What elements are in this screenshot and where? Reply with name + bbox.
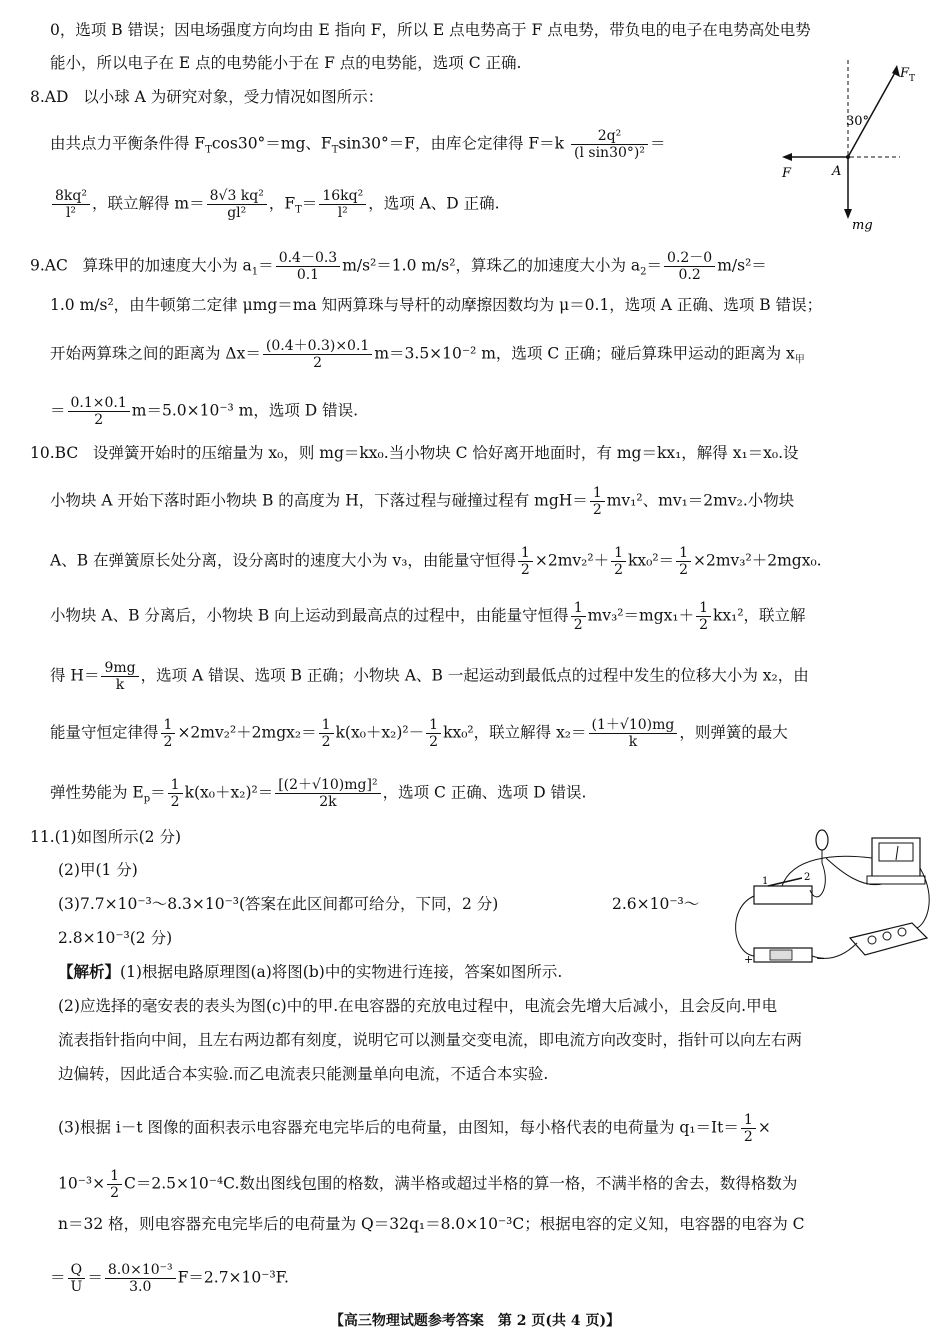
q9-text: m＝3.5×10⁻² m，选项 C 正确；碰后算珠甲运动的距离为 x bbox=[374, 344, 795, 363]
q7-line-2: 能小，所以电子在 E 点的电势能小于在 F 点的电势能，选项 C 正确. bbox=[50, 54, 522, 72]
q10-text: k(x₀＋x₂)²＝ bbox=[184, 783, 274, 802]
q10-text: A、B 在弹簧原长处分离，设分离时的速度大小为 v₃，由能量守恒得 bbox=[50, 551, 516, 570]
q8-text: sin30°＝F，由库仑定律得 F＝k bbox=[338, 134, 565, 153]
q10-text: ，选项 A 错误、选项 B 正确；小物块 A、B 一起运动到最低点的过程中发生的位移大小为 x₂，由 bbox=[140, 666, 809, 685]
fraction-half bbox=[611, 545, 626, 578]
subscript: 甲 bbox=[794, 354, 805, 366]
q9-text: ＝ bbox=[258, 256, 274, 275]
numerator: 1 bbox=[676, 545, 691, 562]
fraction-half bbox=[571, 600, 586, 633]
q8-text: cos30°＝mg、F bbox=[211, 134, 332, 153]
q10-text: k(x₀＋x₂)²－ bbox=[335, 723, 425, 742]
q10-text: 小物块 A 开始下落时距小物块 B 的高度为 H，下落过程与碰撞过程有 mgH＝ bbox=[50, 491, 588, 510]
q10-text: 得 H＝ bbox=[50, 666, 100, 685]
denominator: 0.1 bbox=[296, 267, 320, 283]
denominator: k bbox=[628, 734, 638, 750]
q9-text: 开始两算珠之间的距离为 Δx＝ bbox=[50, 344, 261, 363]
q10-line-5 bbox=[50, 660, 809, 693]
q11-line-9 bbox=[58, 1112, 771, 1145]
mg-label: mg bbox=[852, 218, 873, 233]
subscript: T bbox=[205, 144, 212, 156]
fraction-half bbox=[696, 600, 711, 633]
q10-text: ×2mv₂²＋2mgx₂＝ bbox=[177, 723, 317, 742]
fraction bbox=[276, 250, 341, 283]
battery-cell bbox=[770, 950, 792, 960]
numerator: 1 bbox=[168, 777, 183, 794]
denominator: 2 bbox=[614, 562, 623, 578]
numerator: 8√3 kq² bbox=[207, 188, 267, 205]
fraction bbox=[589, 717, 678, 750]
denominator: gl² bbox=[227, 205, 247, 221]
q10-text: 能量守恒定律得 bbox=[50, 723, 159, 742]
q11-line-7: 流表指针指向中间，且左右两边都有刻度，说明它可以测量交变电流，即电流方向改变时，指针可以向左右两 bbox=[58, 1031, 803, 1049]
q10-text: mv₁²、mv₁＝2mv₂.小物块 bbox=[606, 491, 795, 510]
fraction bbox=[68, 395, 130, 428]
q9-text: m/s²＝ bbox=[717, 256, 767, 275]
fraction-half bbox=[107, 1168, 122, 1201]
q9-text: m＝5.0×10⁻³ m，选项 D 错误. bbox=[131, 401, 359, 420]
q11-text: ＝ bbox=[87, 1268, 103, 1287]
q10-text: kx₁²，联立解 bbox=[713, 606, 806, 625]
q9-line-1 bbox=[30, 250, 767, 283]
q10-line-2 bbox=[50, 485, 794, 518]
numerator: 8.0×10⁻³ bbox=[105, 1262, 176, 1279]
q9-line-2: 1.0 m/s²，由牛顿第二定律 μmg＝ma 知两算珠与导杆的动摩擦因数均为 μ＝0.1，选项 A 正确、选项 B 错误； bbox=[50, 296, 823, 314]
numerator: (1＋√10)mg bbox=[589, 717, 678, 734]
q10-text: kx₀²＝ bbox=[628, 551, 675, 570]
fraction-half bbox=[741, 1112, 756, 1145]
numerator: 1 bbox=[161, 717, 176, 734]
denominator: 2k bbox=[319, 794, 337, 810]
gravity-arrowhead bbox=[844, 209, 852, 219]
subscript: T bbox=[295, 204, 302, 216]
resistor-knob-1 bbox=[868, 936, 876, 944]
q8-text: 以小球 A 为研究对象，受力情况如图所示： bbox=[83, 88, 384, 106]
denominator: l² bbox=[337, 205, 348, 221]
numerator: 1 bbox=[611, 545, 626, 562]
denominator: l² bbox=[65, 205, 77, 221]
subscript: T bbox=[331, 144, 339, 156]
numerator: 9mg bbox=[101, 660, 138, 677]
denominator: 2 bbox=[321, 734, 331, 750]
fraction bbox=[319, 188, 366, 221]
q9-text: 算珠甲的加速度大小为 a bbox=[82, 256, 252, 275]
q8-head bbox=[30, 87, 383, 107]
ammeter-base bbox=[867, 876, 925, 884]
denominator: 2 bbox=[520, 562, 530, 578]
denominator: 2 bbox=[110, 1185, 120, 1201]
q11-line-4: 2.8×10⁻³(2 分) bbox=[58, 929, 173, 947]
denominator: 0.2 bbox=[678, 267, 701, 283]
q11-text: (1)根据电路原理图(a)将图(b)中的实物进行连接，答案如图所示. bbox=[120, 963, 563, 981]
q11-text: × bbox=[757, 1118, 771, 1137]
q10-text: mv₃²＝mgx₁＋ bbox=[587, 606, 695, 625]
q9-text: m/s²＝1.0 m/s²，算珠乙的加速度大小为 a bbox=[342, 256, 641, 275]
q10-text: 小物块 A、B 分离后，小物块 B 向上运动到最高点的过程中，由能量守恒得 bbox=[50, 606, 569, 625]
numerator: 16kq² bbox=[319, 188, 366, 205]
wire bbox=[782, 856, 872, 886]
switch-box bbox=[754, 886, 812, 904]
resistor-knob-2 bbox=[883, 932, 891, 940]
q11-line-12 bbox=[50, 1262, 289, 1295]
fraction bbox=[571, 128, 648, 161]
denominator: 2 bbox=[699, 617, 708, 633]
q11-line-6: (2)应选择的毫安表的表头为图(c)中的甲.在电容器的充放电过程中，电流会先增大后减小，且会反向.甲电 bbox=[58, 997, 778, 1015]
q10-line-3 bbox=[50, 545, 822, 578]
denominator: 2 bbox=[163, 734, 173, 750]
denominator: U bbox=[70, 1279, 83, 1295]
q8-text: ，选项 A、D 正确. bbox=[368, 194, 500, 213]
q11-line-10 bbox=[58, 1168, 797, 1201]
denominator: 2 bbox=[170, 794, 180, 810]
battery-minus: − bbox=[816, 952, 826, 965]
q11-line-2: (2)甲(1 分) bbox=[58, 861, 138, 879]
denominator: (l sin30°)² bbox=[574, 145, 645, 161]
q10-text: ×2mv₂²＋ bbox=[534, 551, 610, 570]
numerator: Q bbox=[68, 1262, 86, 1279]
fraction bbox=[68, 1262, 86, 1295]
q11-line-3b: 2.6×10⁻³～ bbox=[612, 895, 700, 913]
denominator: 2 bbox=[743, 1129, 753, 1145]
q9-text: ＝ bbox=[646, 256, 663, 275]
q8-answer: 8.AD bbox=[30, 88, 69, 106]
denominator: 2 bbox=[429, 734, 439, 750]
ft-subscript: T bbox=[909, 74, 916, 84]
wire bbox=[736, 896, 754, 956]
q9-line-3 bbox=[50, 338, 805, 371]
denominator: k bbox=[115, 677, 125, 693]
q9-line-4 bbox=[50, 395, 358, 428]
q7-line-1: 0，选项 B 错误；因电场强度方向均由 E 指向 F，所以 E 点电势高于 F 点电势，带负电的电子在电势高处电势 bbox=[50, 21, 811, 39]
numerator: 1 bbox=[319, 717, 334, 734]
page-footer: 【高三物理试题参考答案 第 2 页(共 4 页)】 bbox=[329, 1313, 621, 1329]
capacitor-body bbox=[816, 830, 828, 850]
fraction bbox=[263, 338, 372, 371]
q11-line-1: 11.(1)如图所示(2 分) bbox=[30, 828, 181, 846]
coulomb-arrowhead bbox=[782, 153, 792, 161]
numerator: 1 bbox=[571, 600, 586, 617]
q11-text: F＝2.7×10⁻³F. bbox=[177, 1268, 289, 1287]
subscript: 1 bbox=[251, 266, 259, 278]
q8-text: ＝ bbox=[649, 134, 666, 153]
battery-plus: + bbox=[744, 953, 754, 966]
q10-text: ＝ bbox=[150, 783, 166, 802]
denominator: 2 bbox=[592, 502, 602, 518]
q10-text: 设弹簧开始时的压缩量为 x₀，则 mg＝kx₀.当小物块 C 恰好离开地面时，有 mg＝kx₁，解得 x₁＝x₀.设 bbox=[92, 444, 799, 462]
subscript: p bbox=[143, 793, 151, 805]
numerator: 1 bbox=[696, 600, 711, 617]
numerator: 0.1×0.1 bbox=[68, 395, 130, 412]
fraction bbox=[275, 777, 380, 810]
fraction-half bbox=[426, 717, 441, 750]
q10-line-4 bbox=[50, 600, 806, 633]
numerator: 1 bbox=[107, 1168, 122, 1185]
numerator: 8kq² bbox=[52, 188, 90, 205]
q10-line-1 bbox=[30, 443, 799, 463]
q10-text: ，则弹簧的最大 bbox=[679, 723, 788, 742]
q11-text: (3)7.7×10⁻³～8.3×10⁻³(答案在此区间都可给分，下同，2 分) bbox=[58, 895, 499, 913]
f-label: F bbox=[782, 166, 792, 181]
fraction bbox=[52, 188, 90, 221]
fraction-half bbox=[168, 777, 183, 810]
q10-text: kx₀²，联立解得 x₂＝ bbox=[443, 723, 587, 742]
fraction bbox=[207, 188, 267, 221]
q8-line-2 bbox=[50, 128, 665, 161]
denominator: 2 bbox=[573, 617, 583, 633]
numerator: 1 bbox=[741, 1112, 756, 1129]
q8-text: ，F bbox=[268, 194, 296, 213]
switch-label-2: 2 bbox=[804, 872, 811, 883]
q11-line-3 bbox=[58, 894, 498, 914]
switch-label-1: 1 bbox=[762, 876, 769, 887]
fraction bbox=[105, 1262, 176, 1295]
q8-text: 由共点力平衡条件得 F bbox=[50, 134, 206, 153]
numerator: 2q² bbox=[571, 128, 648, 145]
tension-vector bbox=[848, 69, 897, 157]
denominator: 2 bbox=[313, 355, 323, 371]
q10-text: ，选项 C 正确、选项 D 错误. bbox=[382, 783, 587, 802]
force-diagram bbox=[770, 55, 930, 235]
q9-text: ＝ bbox=[50, 401, 66, 420]
q9-answer: 9.AC bbox=[30, 256, 68, 275]
resistor-knob-3 bbox=[898, 928, 906, 936]
ball-a bbox=[846, 155, 850, 159]
subscript: 2 bbox=[640, 266, 647, 278]
q10-text: ×2mv₃²＋2mgx₀. bbox=[692, 551, 822, 570]
analysis-label: 【解析】 bbox=[58, 962, 121, 981]
fraction-half bbox=[319, 717, 334, 750]
numerator: [(2＋√10)mg]² bbox=[275, 777, 380, 794]
denominator: 2 bbox=[679, 562, 688, 578]
q8-text: ＝ bbox=[301, 194, 318, 213]
denominator: 3.0 bbox=[129, 1279, 152, 1295]
denominator: 2 bbox=[94, 412, 104, 428]
numerator: 1 bbox=[518, 545, 533, 562]
q11-text: ＝ bbox=[50, 1268, 66, 1287]
q8-line-3 bbox=[50, 188, 500, 221]
fraction-half bbox=[590, 485, 605, 518]
q11-text: C＝2.5×10⁻⁴C.数出图线包围的格数，满半格或超过半格的算一格，不满半格的舍去，数得格数为 bbox=[124, 1174, 798, 1193]
numerator: 1 bbox=[590, 485, 605, 502]
circuit-diagram bbox=[722, 828, 932, 978]
angle-label: 30° bbox=[846, 114, 870, 129]
q10-line-7 bbox=[50, 777, 587, 810]
numerator: 0.4－0.3 bbox=[276, 250, 341, 267]
q11-line-8: 边偏转，因此适合本实验.而乙电流表只能测量单向电流，不适合本实验. bbox=[58, 1065, 549, 1083]
numerator: 0.2－0 bbox=[664, 250, 715, 267]
numerator: (0.4＋0.3)×0.1 bbox=[263, 338, 372, 355]
numerator: 1 bbox=[426, 717, 441, 734]
q11-line-5 bbox=[58, 962, 562, 982]
fraction-half bbox=[161, 717, 176, 750]
fraction-half bbox=[676, 545, 691, 578]
q10-line-6 bbox=[50, 717, 788, 750]
fraction bbox=[101, 660, 138, 693]
q11-text: 10⁻³× bbox=[58, 1174, 106, 1193]
q10-answer: 10.BC bbox=[30, 444, 79, 462]
q8-text: ，联立解得 m＝ bbox=[91, 194, 205, 213]
q11-line-11: n＝32 格，则电容器充电完毕后的电荷量为 Q＝32q₁＝8.0×10⁻³C；根据电容的定义知，电容器的电容为 C bbox=[58, 1215, 805, 1233]
q11-text: (3)根据 i－t 图像的面积表示电容器充电完毕后的电荷量，由图知，每小格代表的电荷量为 q₁＝It＝ bbox=[58, 1118, 739, 1137]
fraction bbox=[664, 250, 715, 283]
a-label: A bbox=[832, 164, 842, 179]
fraction-half bbox=[518, 545, 533, 578]
ft-label: F bbox=[900, 66, 910, 81]
q10-text: 弹性势能为 E bbox=[50, 783, 144, 802]
